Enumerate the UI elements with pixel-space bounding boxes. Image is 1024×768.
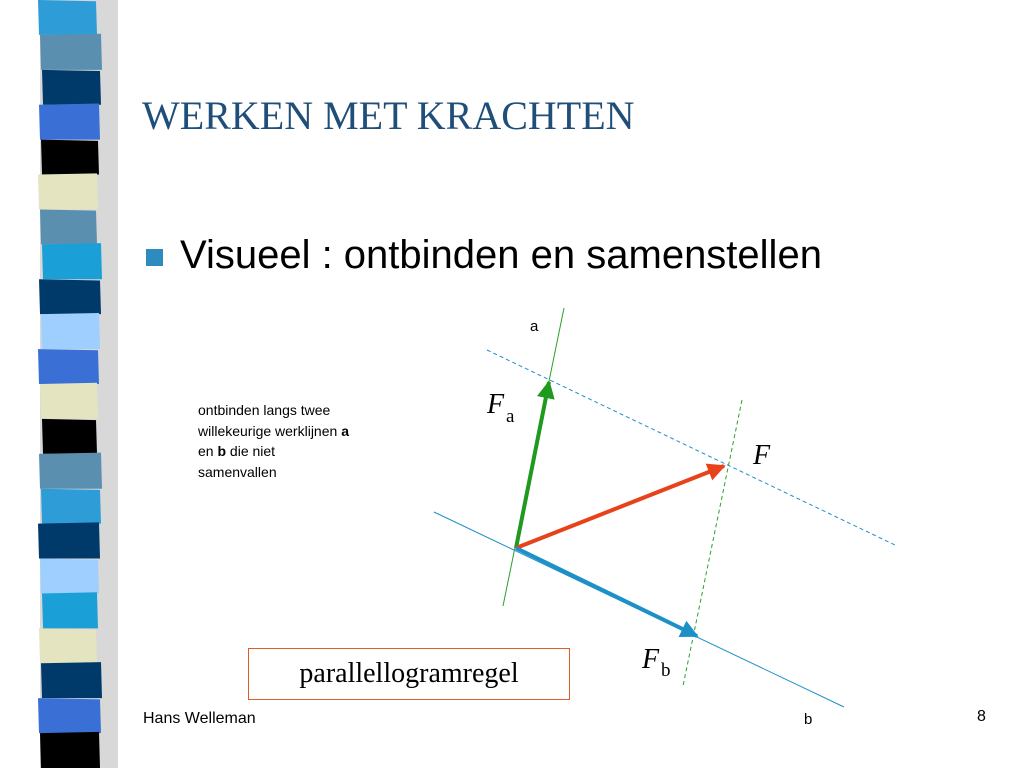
note-line-2: willekeurige werklijnen — [198, 422, 338, 439]
force-Fb-arrow — [516, 548, 697, 636]
line-a-label: a — [530, 318, 539, 335]
force-Fa-label: F — [487, 389, 505, 420]
bullet-text: Visueel : ontbinden en samenstellen — [180, 233, 822, 277]
slide-title: WERKEN MET KRACHTEN — [142, 93, 635, 138]
dashed-parallel-a — [683, 400, 742, 686]
parallelogram-rule-box — [248, 648, 570, 700]
footer-author: Hans Welleman — [143, 710, 256, 727]
footer-page-number: 8 — [977, 708, 986, 725]
note-line-1: ontbinden langs twee — [198, 402, 331, 418]
force-F-label: F — [753, 440, 771, 471]
force-Fb-subscript: b — [661, 660, 671, 681]
force-Fb-label: F — [642, 644, 660, 675]
dashed-parallel-b — [487, 350, 895, 545]
note-line-3-suffix: die niet — [229, 443, 276, 459]
note-line-4: samenvallen — [198, 463, 277, 480]
note-bold-a: a — [341, 422, 349, 439]
force-F-arrow — [516, 466, 724, 548]
line-b-label: b — [804, 711, 813, 728]
force-Fa-arrow — [516, 382, 549, 548]
parallelogram-rule-label: parallellogramregel — [299, 658, 519, 689]
force-Fa-subscript: a — [506, 406, 515, 427]
note-bold-b: b — [217, 443, 227, 459]
note-line-3-prefix: en — [198, 443, 214, 459]
